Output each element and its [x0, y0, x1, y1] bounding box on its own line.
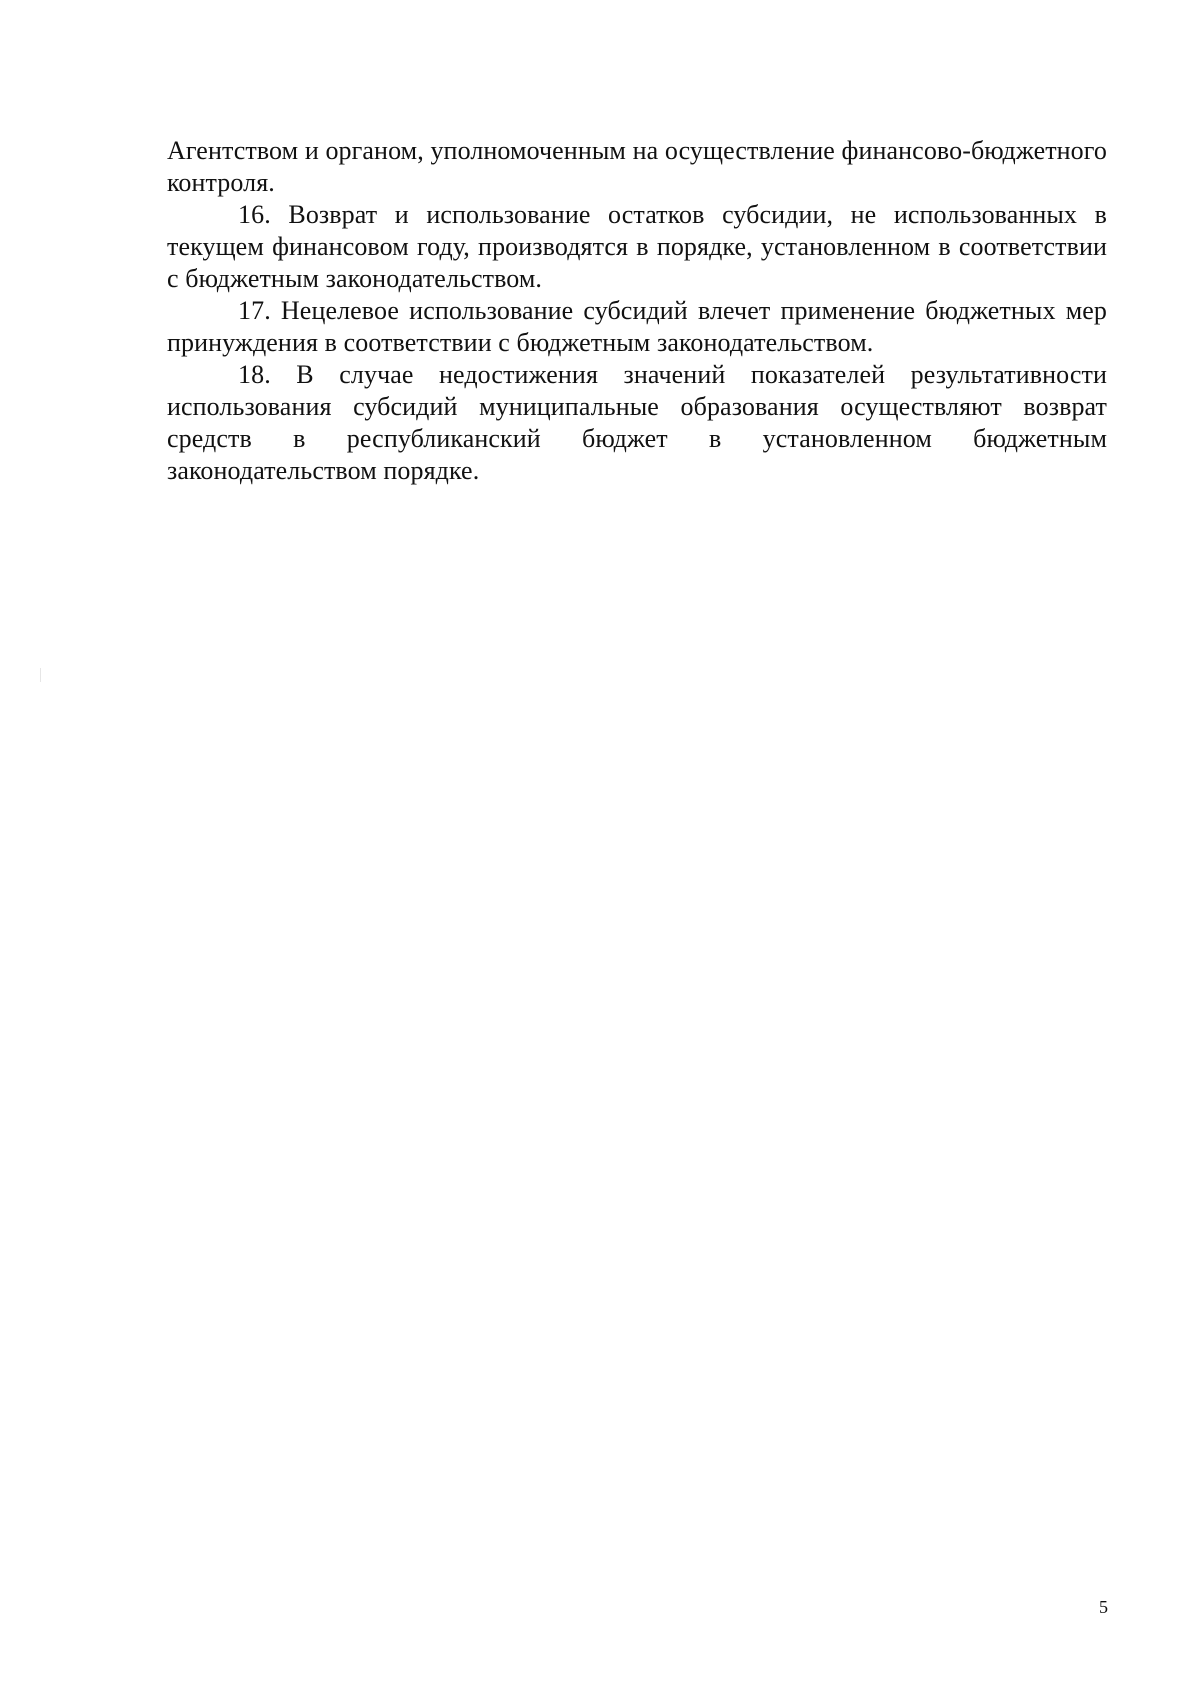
scan-margin-mark: [40, 668, 41, 682]
document-body: [167, 135, 1107, 487]
paragraph-item-16: 16. Возврат и использование остатков субсидии, не использованных в текущем финансовом году, производятся в порядке, установленном в соответствии с бюджетным законодательством.: [167, 200, 1107, 293]
paragraph-item-17: 17. Нецелевое использование субсидий влечет применение бюджетных мер принуждения в соответствии с бюджетным законодательством.: [167, 296, 1107, 357]
page-number: 5: [1099, 1597, 1108, 1617]
paragraph-continuation: Агентством и органом, уполномоченным на осуществление финансово-бюджетного контроля.: [167, 136, 1107, 197]
paragraph-item-18: 18. В случае недостижения значений показателей результативности использования субсидий муниципальные образования осуществляют возврат средств в республиканский бюджет в установленном бюджетным законодательством порядке.: [167, 360, 1107, 485]
